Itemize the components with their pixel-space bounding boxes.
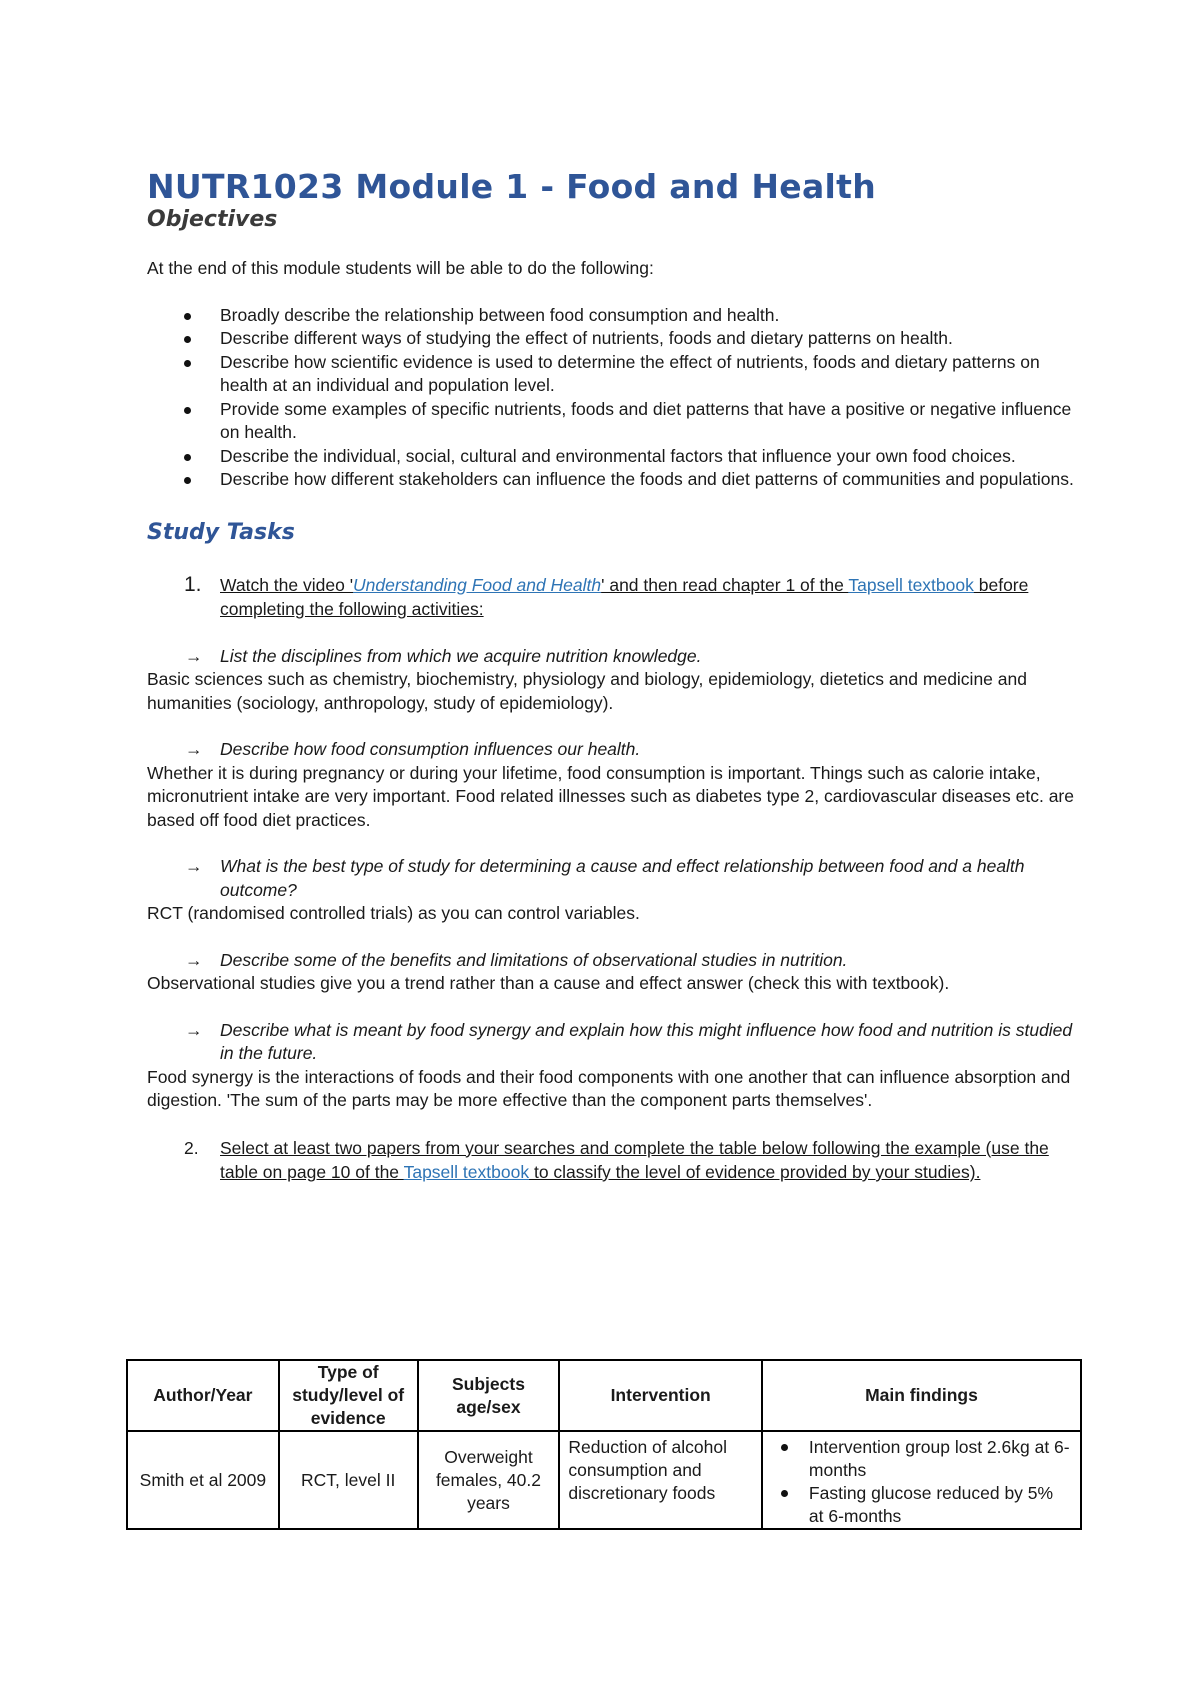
bullet-icon [184, 336, 191, 343]
column-header: Intervention [559, 1360, 762, 1431]
objectives-heading: Objectives [147, 207, 278, 232]
findings-cell [762, 1431, 1081, 1529]
arrow-icon: → [185, 949, 203, 970]
subjects-cell: Overweight females, 40.2 years [418, 1431, 560, 1529]
list-item: Intervention group lost 2.6kg at 6-months [771, 1436, 1072, 1482]
bullet-icon [781, 1444, 788, 1451]
study-tasks-heading: Study Tasks [147, 519, 295, 545]
study-type-cell: RCT, level II [279, 1431, 418, 1529]
question: → Describe what is meant by food synergy and explain how this might influence how food and nutrition is studied in the future. [185, 1019, 1073, 1063]
evidence-table [126, 1359, 1082, 1530]
table-header-row [127, 1360, 1081, 1431]
bullet-icon [781, 1490, 788, 1497]
task-number: 1. [184, 572, 202, 596]
arrow-icon: → [185, 856, 203, 876]
column-header: Type of study/level of evidence [279, 1360, 418, 1431]
answer: Food synergy is the interactions of foods and their food components with one another that can influence absorption and digestion. 'The sum of the parts may be more effective than the component parts themselves'. [147, 1066, 1071, 1110]
answer: RCT (randomised controlled trials) as you can control variables. [147, 903, 640, 923]
intervention-cell: Reduction of alcohol consumption and discretionary foods [559, 1431, 762, 1529]
task-number: 2. [184, 1137, 199, 1158]
column-header: Subjects age/sex [418, 1360, 560, 1431]
task-1: 1. Watch the video 'Understanding Food and Health' and then read chapter 1 of the Tapsell textbook before completing the following activities: [184, 572, 1029, 619]
question: → List the disciplines from which we acquire nutrition knowledge. [147, 645, 1087, 669]
bullet-icon [184, 407, 191, 414]
question: → Describe some of the benefits and limitations of observational studies in nutrition. [147, 949, 1087, 973]
arrow-icon: → [185, 645, 203, 666]
column-header: Author/Year [127, 1360, 279, 1431]
textbook-link[interactable]: Tapsell textbook [403, 1162, 530, 1182]
page-title: NUTR1023 Module 1 - Food and Health [147, 167, 876, 206]
findings-list [771, 1436, 1072, 1528]
intro-text: At the end of this module students will be able to do the following: [147, 258, 654, 278]
answer: Observational studies give you a trend rather than a cause and effect answer (check this with textbook). [147, 973, 950, 993]
video-link[interactable]: Understanding Food and Health [353, 574, 602, 595]
bullet-icon [184, 477, 191, 484]
list-item: Describe how different stakeholders can influence the foods and diet patterns of communities and populations. [147, 468, 1087, 492]
table-row [127, 1431, 1081, 1529]
list-item: Describe different ways of studying the effect of nutrients, foods and dietary patterns on health. [147, 327, 1087, 351]
list-item: Describe how scientific evidence is used to determine the effect of nutrients, foods and dietary patterns on health at an individual and population level. [147, 351, 1087, 398]
author-cell: Smith et al 2009 [127, 1431, 279, 1529]
question: → Describe how food consumption influences our health. [147, 738, 1087, 762]
list-item: Fasting glucose reduced by 5% at 6-months [771, 1482, 1072, 1528]
answer: Basic sciences such as chemistry, biochemistry, physiology and biology, epidemiology, dietetics and medicine and humanities (sociology, anthropology, study of epidemiology). [147, 669, 1027, 713]
bullet-icon [184, 313, 191, 320]
task-2: 2. Select at least two papers from your searches and complete the table below following the example (use the table on page 10 of the Tapsell textbook to classify the level of evidence provided by your studies). [184, 1137, 1049, 1182]
answer: Whether it is during pregnancy or during your lifetime, food consumption is important. Things such as calorie intake, micronutrient intake are very important. Food related illnesses such as diabetes type 2, cardiovascular diseases etc. are based off food diet practices. [147, 762, 1074, 830]
bullet-icon [184, 360, 191, 367]
document-page [147, 165, 1087, 1185]
list-item: Broadly describe the relationship between food consumption and health. [147, 304, 1087, 328]
column-header: Main findings [762, 1360, 1081, 1431]
objectives-list [147, 304, 1087, 492]
list-item: Provide some examples of specific nutrients, foods and diet patterns that have a positive or negative influence on health. [147, 398, 1087, 445]
bullet-icon [184, 454, 191, 461]
list-item: Describe the individual, social, cultural and environmental factors that influence your own food choices. [147, 445, 1087, 469]
arrow-icon: → [185, 739, 203, 759]
question: → What is the best type of study for determining a cause and effect relationship between food and a health outcome? [185, 856, 1025, 900]
textbook-link[interactable]: Tapsell textbook [848, 574, 974, 595]
arrow-icon: → [185, 1019, 203, 1040]
